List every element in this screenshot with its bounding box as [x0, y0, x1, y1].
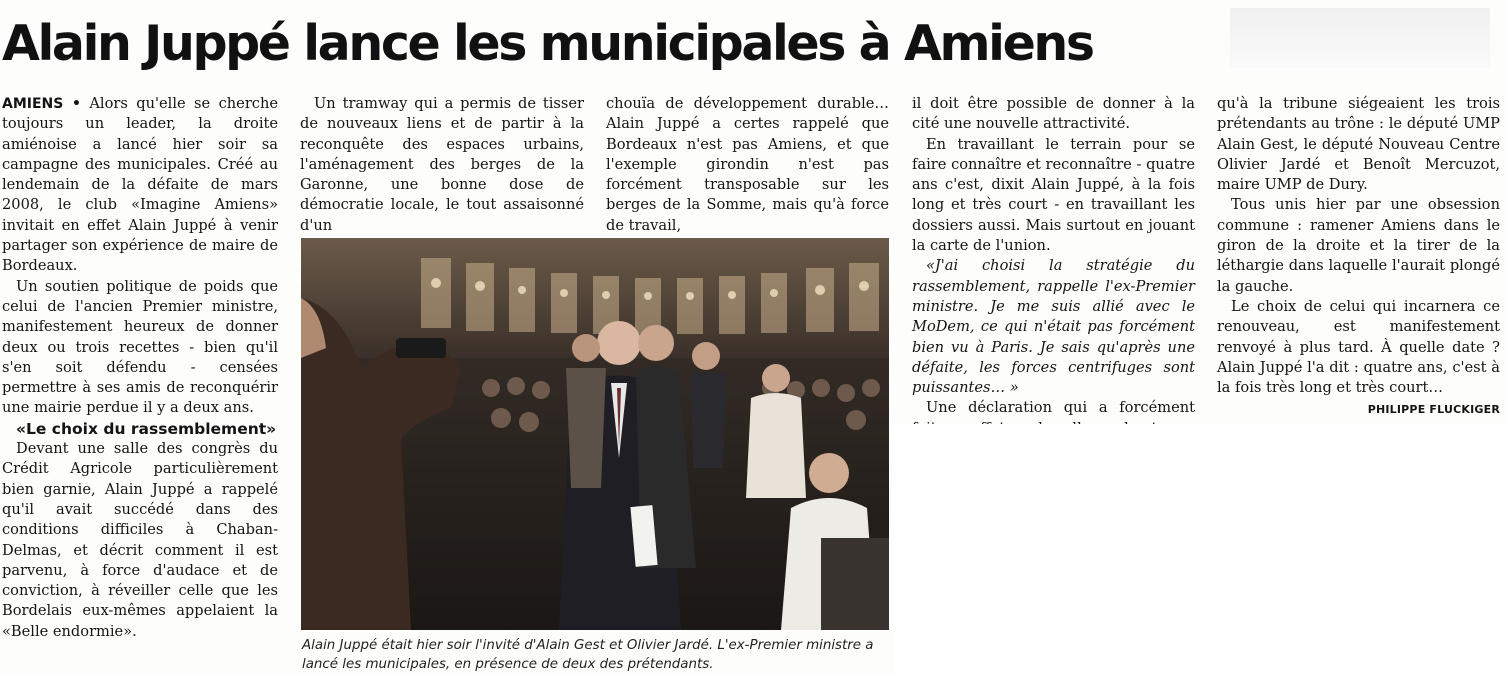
- paragraph: En travaillant le terrain pour se faire connaître et reconnaître - quatre ans c'est, dixit Alain Juppé, à la fois long et très court - en travaillant les dossiers aussi. Mais surtout en jouant la carte de l'union.: [912, 135, 1195, 255]
- paragraph: chouïa de développement durable… Alain Juppé a certes rappelé que Bordeaux n'est pas Amiens, et que l'exemple girondin n'est pas forcément transposable sur les berges de la Somme, mais qu'à force de travail,: [606, 95, 889, 234]
- paragraph: Tous unis hier par une obsession commune : ramener Amiens dans le giron de la droite et la tirer de la léthargie dans laquelle l'aurait plongé la gauche.: [1217, 196, 1500, 295]
- article-column-1: [2, 94, 278, 642]
- lead-text: Alors qu'elle se cherche toujours un leader, la droite amiénoise a lancé hier soir sa campagne des municipales. Créé au lendemain de la défaite de mars 2008, le club «Imagine Amiens» invitait en effet Alain Juppé à venir partager son expérience de maire de Bordeaux.: [2, 95, 278, 275]
- paragraph: qu'à la tribune siégeaient les trois prétendants au trône : le député UMP Alain Gest, le député Nouveau Centre Olivier Jardé et Benoît Mercuzot, maire UMP de Dury.: [1217, 95, 1500, 194]
- paragraph: Devant une salle des congrès du Crédit Agricole particulièrement bien garnie, Alain Juppé a rappelé qu'il avait succédé dans des conditions difficiles à Chaban-Delmas, et décrit comment il est parvenu, à force d'audace et de conviction, à réveiller celle que les Bordelais eux-mêmes appelaient la «Belle endormie».: [2, 440, 278, 640]
- article-column-2: [300, 94, 584, 236]
- paragraph: Le choix de celui qui incarnera ce renouveau, est manifestement renvoyé à plus tard. À quelle date ? Alain Juppé l'a dit : quatre ans, c'est à la fois très long et très court…: [1217, 297, 1500, 397]
- photo-illustration: [301, 238, 889, 630]
- paragraph: Un soutien politique de poids que celui de l'ancien Premier ministre, manifestement heureux de donner deux ou trois recettes - bien qu'il s'en soit défendu - censées permettre à ses amis de reconquérir une mairie perdue il y a deux ans.: [2, 277, 278, 417]
- headline: Alain Juppé lance les municipales à Amiens: [2, 15, 1093, 72]
- paragraph: Un tramway qui a permis de tisser de nouveaux liens et de partir à la reconquête des espaces urbains, l'aménagement des berges de la Garonne, une bonne dose de démocratie locale, le tout assaisonné d'un: [300, 95, 584, 234]
- article-photo: [301, 238, 889, 630]
- dateline: AMIENS •: [2, 96, 81, 112]
- subheading: «Le choix du rassemblement»: [16, 419, 277, 438]
- lead-paragraph: [2, 94, 278, 277]
- bleed-through-texture: [1230, 8, 1490, 68]
- article-column-3: [606, 94, 889, 236]
- paragraph: Une déclaration qui a forcément: [926, 399, 1195, 417]
- blank-area: [893, 424, 1508, 675]
- article-column-5: [1217, 94, 1500, 421]
- article-column-4: [912, 94, 1195, 439]
- author-signature: PHILIPPE FLUCKIGER: [1367, 403, 1500, 417]
- photo-caption: Alain Juppé était hier soir l'invité d'Alain Gest et Olivier Jardé. L'ex-Premier ministre a lancé les municipales, en présence de deux des prétendants.: [302, 638, 874, 672]
- paragraph: il doit être possible de donner à la cité une nouvelle attractivité.: [912, 95, 1195, 133]
- quotation: «J'ai choisi la stratégie du rassemblement, rappelle l'ex-Premier ministre. Je me suis allié avec le MoDem, ce qui n'était pas forcément bien vu à Paris. Je sais qu'après une défaite, les forces centrifuges sont puissantes… »: [912, 257, 1195, 397]
